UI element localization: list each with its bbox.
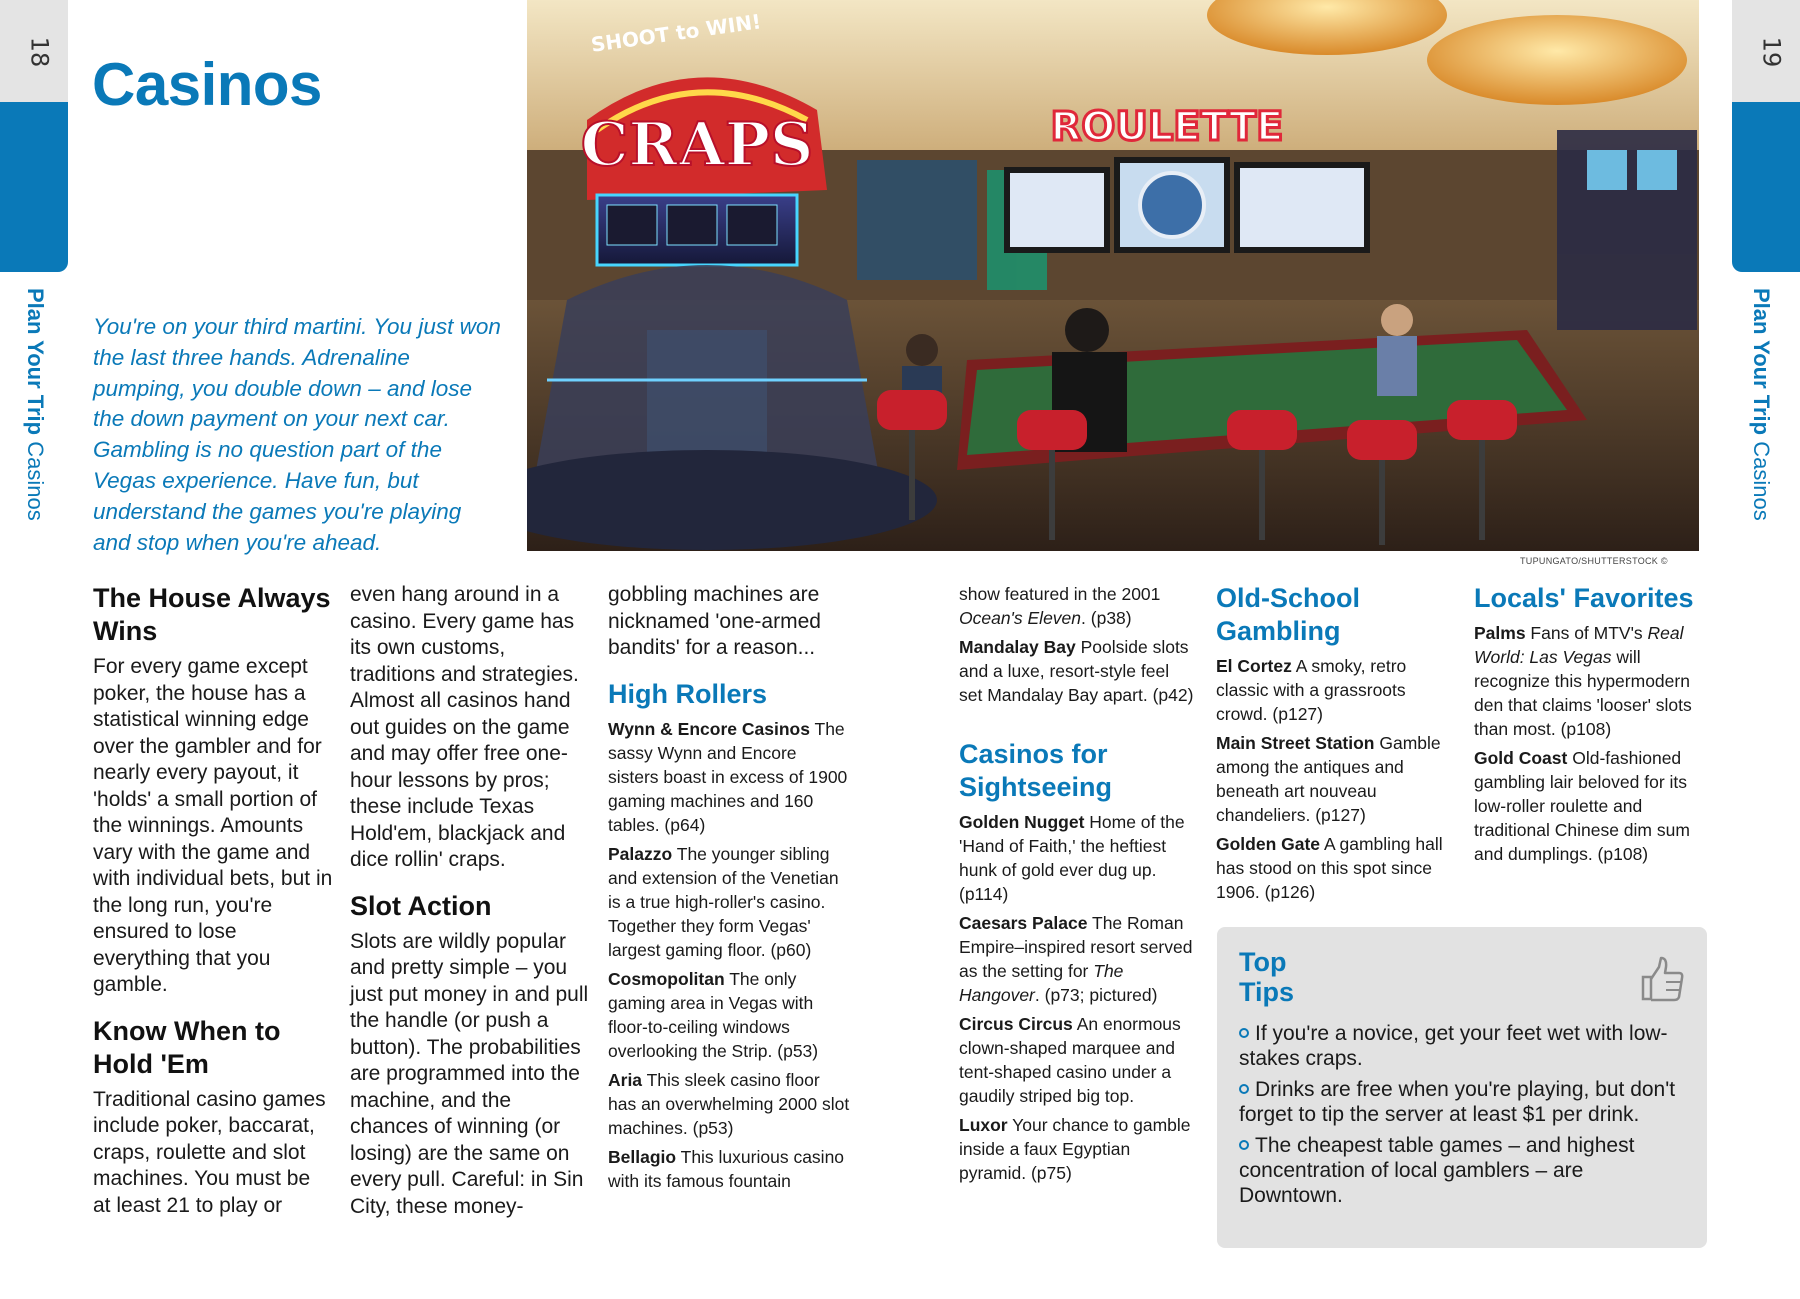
listing-circus-circus: Circus Circus An enormous clown-shaped marquee and tent-shaped casino under a gaudily striped big top. xyxy=(959,1014,1181,1106)
column-1 xyxy=(93,582,333,1219)
roulette-sign: ROULETTE xyxy=(1050,104,1284,150)
know-when-text-part1: Traditional casino games include poker, baccarat, craps, roulette and slot machines. You must be at least 21 to play or xyxy=(93,1087,326,1217)
tip-item: Drinks are free when you're playing, but don't forget to tip the server at least $1 per drink. xyxy=(1239,1078,1676,1126)
listing-golden-gate: Golden Gate A gambling hall has stood on this spot since 1906. (p126) xyxy=(1216,834,1443,902)
listing-aria: Aria This sleek casino floor has an overwhelming 2000 slot machines. (p53) xyxy=(608,1069,850,1138)
bullet-icon xyxy=(1239,1140,1249,1150)
listing-palazzo: Palazzo The younger sibling and extension of the Venetian is a true high-roller's casino. Together they form Vegas' largest gaming floor. (p60) xyxy=(608,843,839,960)
listing-palms: Palms Fans of MTV's Real World: Las Vegas will recognize this hypermodern den that claims 'looser' slots than most. (p108) xyxy=(1474,623,1692,739)
photo-credit: TUPUNGATO/SHUTTERSTOCK © xyxy=(1520,556,1668,566)
know-when-text-part2: even hang around in a casino. Every game has its own customs, traditions and strategies. Almost all casinos hand out guides on the game and may offer free one-hour lessons by pros; these include Texas Hold'em, blackjack and dice rollin' craps. xyxy=(350,583,579,871)
column-4 xyxy=(959,582,1197,1190)
heading-know-when-to-hold-em: Know When to Hold 'Em xyxy=(93,1015,281,1079)
chapter-tab-left xyxy=(0,102,68,272)
listing-main-street-station: Main Street Station Gamble among the antiques and beneath art nouveau chandeliers. (p127) xyxy=(1216,733,1441,825)
section-tag-strong: Plan Your Trip xyxy=(23,288,48,436)
slot-action-text-part1: Slots are wildly popular and pretty simple – you just put money in and pull the handle (or push a button). The probabilities are programmed into the machine, and the chances of winning (or losing) are the same on every pull. Careful: in Sin City, these money- xyxy=(350,929,589,1218)
listing-caesars-palace: Caesars Palace The Roman Empire–inspired resort served as the setting for The Hangover. (p73; pictured) xyxy=(959,913,1193,1005)
page-number-right: 19 xyxy=(1757,36,1786,68)
heading-locals-favorites: Locals' Favorites xyxy=(1474,583,1694,613)
top-tips-box xyxy=(1217,927,1707,1248)
listing-el-cortez: El Cortez A smoky, retro classic with a grassroots crowd. (p127) xyxy=(1216,656,1407,724)
column-6 xyxy=(1474,582,1710,871)
heading-old-school-gambling: Old-School Gambling xyxy=(1216,583,1360,646)
listing-cosmopolitan: Cosmopolitan The only gaming area in Vegas with floor-to-ceiling windows overlooking the Strip. (p53) xyxy=(608,968,819,1061)
column-2 xyxy=(350,582,590,1220)
tip-item: The cheapest table games – and highest concentration of local gamblers – are Downtown. xyxy=(1239,1134,1635,1207)
column-5 xyxy=(1216,582,1452,909)
page-number-box-left xyxy=(0,0,68,102)
heading-high-rollers: High Rollers xyxy=(608,678,768,709)
bullet-icon xyxy=(1239,1084,1249,1094)
intro-text: You're on your third martini. You just won the last three hands. Adrenaline pumping, you double down – and lose the down payment on your next car. Gambling is no question part of the Vegas experience. Have fun, but understand the games you're playing and stop when you're ahead. xyxy=(93,314,501,555)
casino-photo xyxy=(527,0,1699,551)
slot-action-text-part2: gobbling machines are nicknamed 'one-armed bandits' for a reason... xyxy=(608,583,821,659)
page-number-box-right xyxy=(1732,0,1800,102)
section-tag-light: Casinos xyxy=(23,441,48,521)
section-tag-left xyxy=(22,288,52,548)
section-tag-strong-right: Plan Your Trip xyxy=(1749,288,1774,436)
listing-mandalay-bay: Mandalay Bay Poolside slots and a luxe, resort-style feel set Mandalay Bay apart. (p42) xyxy=(959,637,1194,705)
casino-floor-illustration xyxy=(527,0,1699,551)
listing-bellagio: Bellagio This luxurious casino with its famous fountain xyxy=(608,1146,845,1191)
house-always-wins-text: For every game except poker, the house has a statistical winning edge over the gambler and for nearly every payout, it 'holds' a small portion of the winnings. Amounts vary with the game and with individual bets, but in the long run, you're ensured to lose everything that you gamble. xyxy=(93,655,333,996)
listing-wynn-encore: Wynn & Encore Casinos The sassy Wynn and Encore sisters boast in excess of 1900 gaming machines and 160 tables. (p64) xyxy=(608,718,848,835)
chapter-tab-right xyxy=(1732,102,1800,272)
heading-casinos-for-sightseeing: Casinos for Sightseeing xyxy=(959,739,1113,802)
listing-luxor: Luxor Your chance to gamble inside a faux Egyptian pyramid. (p75) xyxy=(959,1115,1191,1183)
heading-slot-action: Slot Action xyxy=(350,890,492,921)
bullet-icon xyxy=(1239,1028,1249,1038)
column-3 xyxy=(608,582,850,1198)
top-tips-heading: Top Tips xyxy=(1239,947,1295,1007)
listing-gold-coast: Gold Coast Old-fashioned gambling lair beloved for its low-roller roulette and traditional Chinese dim sum and dumplings. (p108) xyxy=(1474,748,1690,864)
section-tag-light-right: Casinos xyxy=(1749,441,1774,521)
shoot-to-win-sign: SHOOT to WIN! xyxy=(589,9,763,57)
craps-sign: CRAPS xyxy=(580,110,814,180)
page-number-left: 18 xyxy=(25,36,54,68)
listing-bellagio-continued: show featured in the 2001 Ocean's Eleven. (p38) xyxy=(959,584,1161,628)
page-title: Casinos xyxy=(92,51,322,118)
tip-item: If you're a novice, get your feet wet with low-stakes craps. xyxy=(1239,1022,1668,1070)
listing-golden-nugget: Golden Nugget Home of the 'Hand of Faith,' the heftiest hunk of gold ever dug up. (p114) xyxy=(959,812,1185,904)
section-tag-right xyxy=(1748,288,1778,548)
heading-house-always-wins: The House Always Wins xyxy=(93,583,331,646)
thumbs-up-icon xyxy=(1639,955,1685,1003)
